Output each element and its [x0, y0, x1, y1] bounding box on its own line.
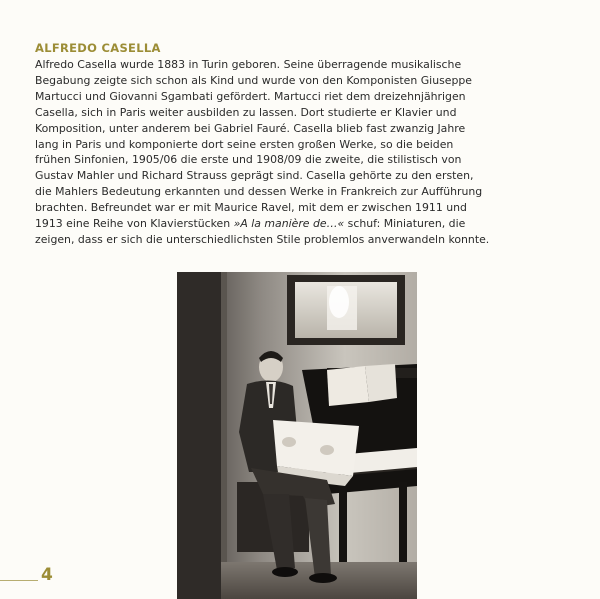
footer-rule — [0, 580, 38, 581]
paragraph-line: frühen Sinfonien, 1905/06 die erste und 1908/09 die zweite, die stilistisch von — [35, 153, 462, 167]
biography-paragraph — [35, 57, 575, 248]
paragraph-line: Begabung zeigte sich schon als Kind und wurde von den Komponisten Giuseppe — [35, 73, 473, 87]
paragraph-line: Casella, sich in Paris weiter ausbilden zu lassen. Dort studierte er Klavier und — [35, 105, 457, 119]
paragraph-line: Komposition, unter anderem bei Gabriel Fauré. Casella blieb fast zwanzig Jahre — [35, 121, 466, 135]
paragraph-line: lang in Paris und komponierte dort seine ersten großen Werke, so die beiden — [35, 137, 454, 151]
paragraph-line: Gustav Mahler und Richard Strauss geprägt sind. Casella gehörte zu den ersten, — [35, 169, 474, 183]
paragraph-line — [35, 216, 575, 232]
portrait-photo — [177, 272, 417, 599]
paragraph-line: die Mahlers Bedeutung erkannten und dessen Werke in Frankreich zur Aufführung — [35, 185, 483, 199]
paragraph-line: Alfredo Casella wurde 1883 in Turin geboren. Seine überragende musikalische — [35, 58, 462, 71]
paragraph-line: Martucci und Giovanni Sgambati gefördert. Martucci riet dem dreizehnjährigen — [35, 89, 466, 103]
paragraph-line: brachten. Befreundet war er mit Maurice Ravel, mit dem er zwischen 1911 und — [35, 201, 467, 215]
line-text: 1913 eine Reihe von Klavierstücken — [35, 217, 234, 231]
page-number: 4 — [41, 565, 53, 585]
section-heading: ALFREDO CASELLA — [35, 41, 161, 55]
paragraph-line: zeigen, dass er sich die unterschiedlichsten Stile problemlos anverwandeln konnte. — [35, 232, 490, 246]
work-title: »A la manière de…« — [233, 217, 345, 231]
line-text: schuf: Miniaturen, die — [344, 217, 466, 231]
